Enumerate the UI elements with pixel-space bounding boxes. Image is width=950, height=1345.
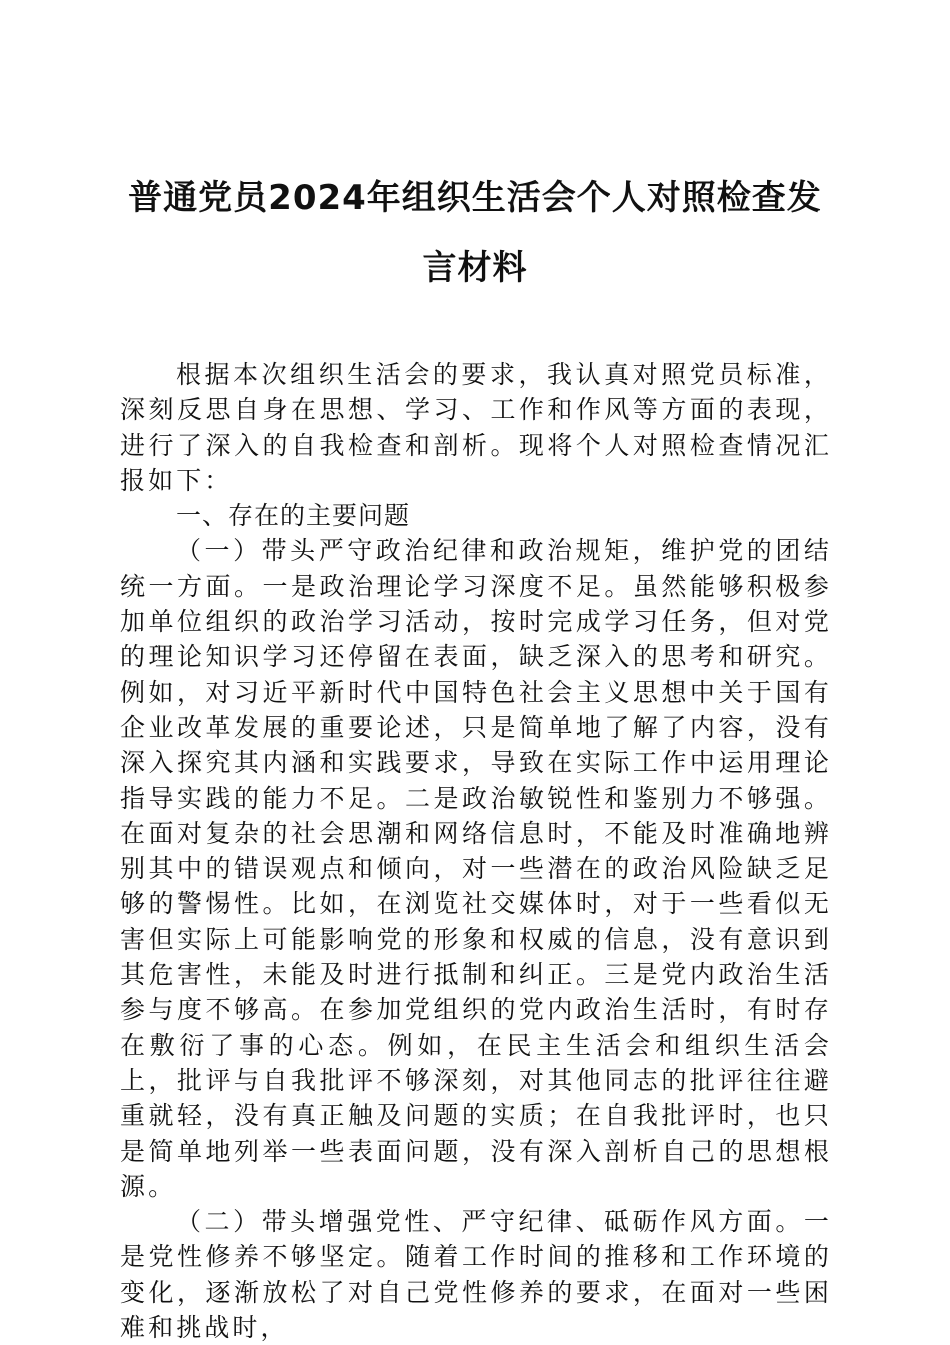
section-heading-1: 一、存在的主要问题	[176, 501, 411, 531]
item-2-heading: （二）带头增强党性、严守纪律、砥砺作风方面。	[176, 1207, 804, 1237]
item-1-paragraph	[120, 533, 832, 1204]
item-1-heading: （一）带头严守政治纪律和政治规矩，维护党的团结统一方面。	[120, 536, 832, 601]
item-1-body: 一是政治理论学习深度不足。虽然能够积极参加单位组织的政治学习活动，按时完成学习任务，但对党的理论知识学习还停留在表面，缺乏深入的思考和研究。例如，对习近平新时代中国特色社会主义思想中关于国有企业改革发展的重要论述，只是简单地了解了内容，没有深入探究其内涵和实践要求，导致在实际工作中运用理论指导实践的能力不足。二是政治敏锐性和鉴别力不够强。在面对复杂的社会思潮和网络信息时，不能及时准确地辨别其中的错误观点和倾向，对一些潜在的政治风险缺乏足够的警惕性。比如，在浏览社交媒体时，对于一些看似无害但实际上可能影响党的形象和权威的信息，没有意识到其危害性，未能及时进行抵制和纠正。三是党内政治生活参与度不够高。在参加党组织的党内政治生活时，有时存在敷衍了事的心态。例如，在民主生活会和组织生活会上，批评与自我批评不够深刻，对其他同志的批评往往避重就轻，没有真正触及问题的实质；在自我批评时，也只是简单地列举一些表面问题，没有深入剖析自己的思想根源。	[120, 571, 832, 1201]
item-2-paragraph	[120, 1204, 832, 1345]
intro-paragraph: 根据本次组织生活会的要求，我认真对照党员标准，深刻反思自身在思想、学习、工作和作风等方面的表现，进行了深入的自我检查和剖析。现将个人对照检查情况汇报如下：	[120, 360, 832, 495]
document-title-line-1: 普通党员2024年组织生活会个人对照检查发	[128, 178, 822, 218]
document-body	[120, 357, 832, 1345]
document-title-line-2: 言材料	[422, 248, 528, 288]
item-2-body: 一是党性修养不够坚定。随着工作时间的推移和工作环境的变化，逐渐放松了对自己党性修养的要求，在面对一些困难和挑战时，	[120, 1207, 832, 1343]
